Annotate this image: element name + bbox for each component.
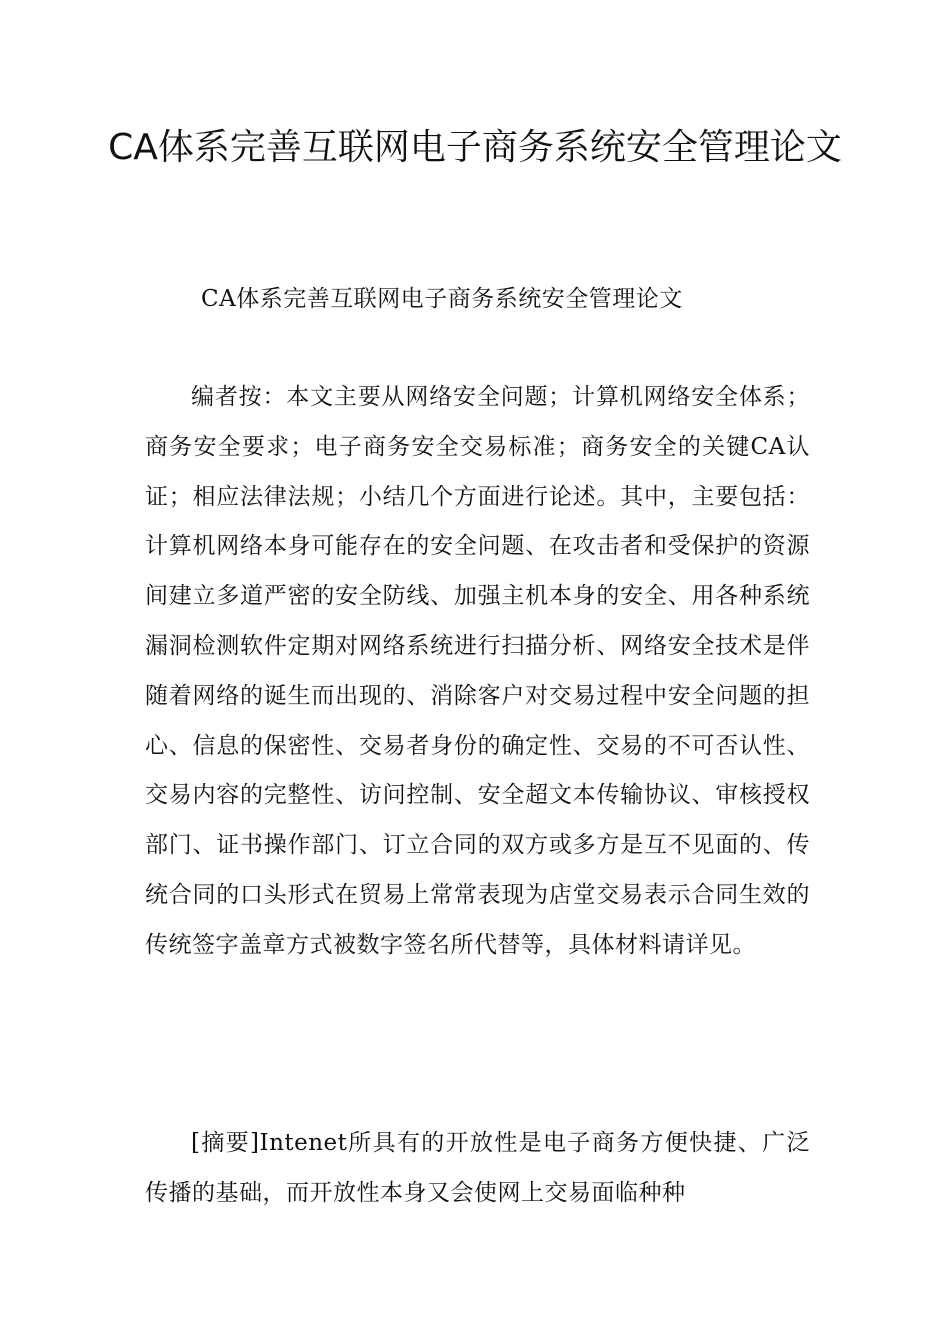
document-title: CA体系完善互联网电子商务系统安全管理论文 <box>108 127 842 168</box>
editor-note-paragraph: 编者按：本文主要从网络安全问题；计算机网络安全体系；商务安全要求；电子商务安全交易标准；商务安全的关键CA认证；相应法律法规；小结几个方面进行论述。其中，主要包括：计算机网络本身可能存在的安全问题、在攻击者和受保护的资源间建立多道严密的安全防线、加强主机本身的安全、用各种系统漏洞检测软件定期对网络系统进行扫描分析、网络安全技术是伴随着网络的诞生而出现的、消除客户对交易过程中安全问题的担心、信息的保密性、交易者身份的确定性、交易的不可否认性、交易内容的完整性、访问控制、安全超文本传输协议、审核授权部门、证书操作部门、订立合同的双方或多方是互不见面的、传统合同的口头形式在贸易上常常表现为店堂交易表示合同生效的传统签字盖章方式被数字签名所代替等，具体材料请详见。 <box>145 384 810 958</box>
abstract-paragraph: [摘要]Intenet所具有的开放性是电子商务方便快捷、广泛传播的基础，而开放性本身又会使网上交易面临种种 <box>145 1130 810 1206</box>
document-subtitle: CA体系完善互联网电子商务系统安全管理论文 <box>201 286 683 312</box>
